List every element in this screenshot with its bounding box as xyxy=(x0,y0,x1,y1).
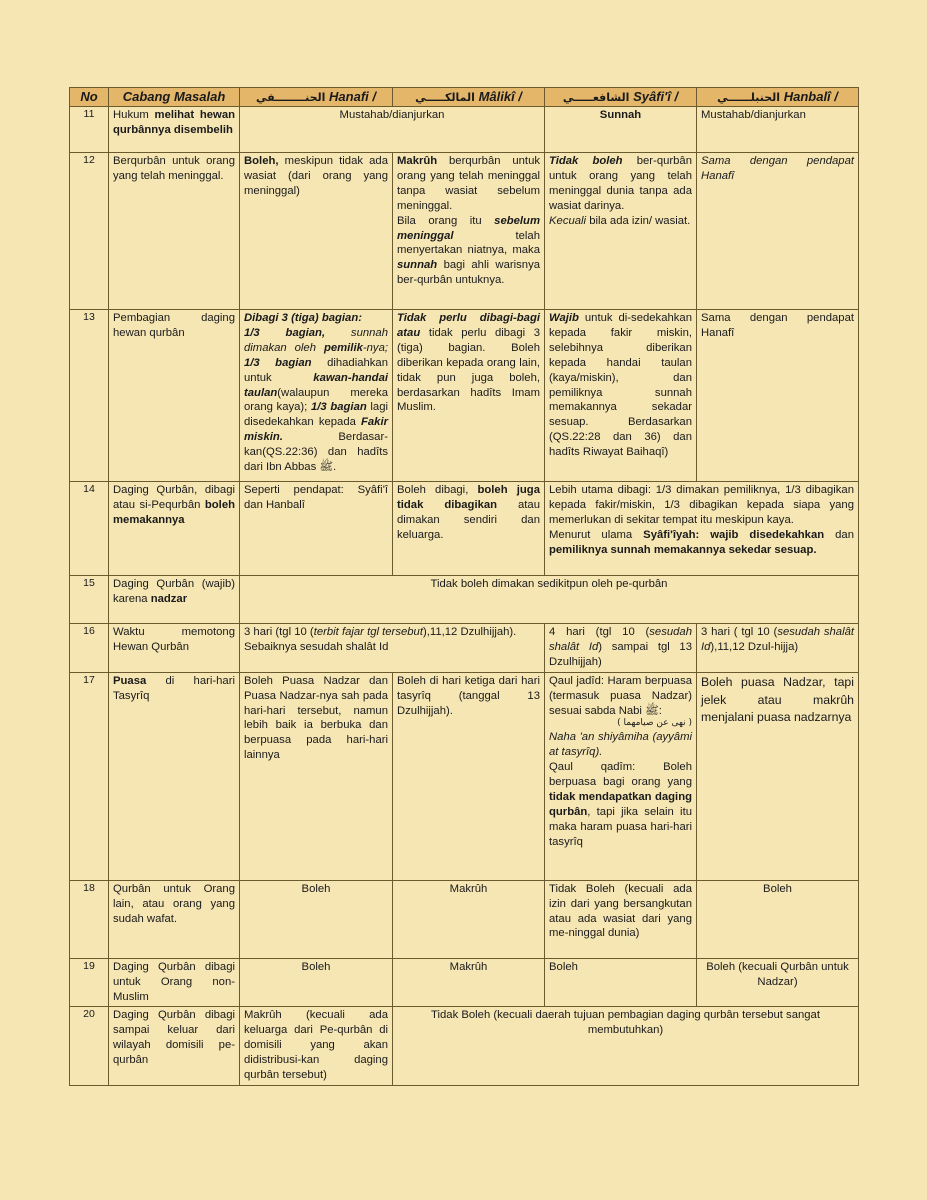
header-syafii-arabic: الشافعـــــي xyxy=(562,91,630,104)
hanafi-bold: Boleh, xyxy=(244,155,279,167)
topic-text: di hari-hari Tasyrîq xyxy=(113,674,235,702)
madhhab-comparison-table xyxy=(69,87,859,1086)
hanbali-italic: Sama dengan pendapat Hanafî xyxy=(701,155,854,182)
topic-bold: boleh memakannya xyxy=(113,498,235,526)
maliki-text: Boleh dibagi, xyxy=(397,484,478,496)
topic-cell xyxy=(109,672,240,880)
topic-cell: Qurbân untuk Orang lain, atau orang yang sudah wafat. xyxy=(109,880,240,958)
header-hanafi-arabic: الحنــــــــفي xyxy=(255,91,326,104)
row-number: 11 xyxy=(70,107,109,153)
maliki-paragraph xyxy=(397,154,540,214)
hanafi-cell: Seperti pendapat: Syâfi'î dan Hanbalî xyxy=(240,482,393,576)
header-syafii-latin: Syâfi'î / xyxy=(633,89,679,104)
maliki-cell: Boleh di hari ketiga dari hari tasyrîq (tanggal 13 Dzulhijjah). xyxy=(393,672,545,880)
maliki-text: bagi ahli warisnya ber-qurbân untuknya. xyxy=(397,259,540,287)
topic-cell: Waktu memotong Hewan Qurbân xyxy=(109,624,240,673)
hanafi-italic: sunnah xyxy=(325,326,388,339)
maliki-cell xyxy=(393,310,545,482)
hanafi-cell: Makrûh (kecuali ada keluarga dari Pe-qurbân di domisili yang akan didistribusi-kan daging qurbân tersebut) xyxy=(240,1007,393,1086)
syafii-text: ber-qurbân untuk orang yang telah meninggal dunia tanpa ada wasiat darinya. xyxy=(549,155,692,212)
maliki-text: atau dimakan sendiri dan keluarga. xyxy=(397,498,540,541)
hanafi-cell xyxy=(240,153,393,310)
topic-cell xyxy=(109,482,240,576)
hanafi-bold-italic: Fakir miskin. xyxy=(244,416,388,444)
hanbali-cell: Mustahab/dianjurkan xyxy=(697,107,859,153)
hanafi-bold-italic: kawan-handai taulan xyxy=(244,371,388,399)
syafii-text: bila ada izin/ wasiat. xyxy=(586,214,691,227)
row-number: 12 xyxy=(70,153,109,310)
arabic-hadith-text: ( نهى عن صيامهما ) xyxy=(617,718,692,729)
syafii-text: 4 hari (tgl 10 ( xyxy=(549,626,650,638)
header-maliki xyxy=(393,88,545,107)
maliki-bold-italic: Tidak perlu dibagi-bagi atau xyxy=(397,312,540,339)
hanafi-bold-italic: pemilik xyxy=(323,341,363,354)
topic-cell: Daging Qurbân dibagi sampai keluar dari wilayah domisili pe-qurbân xyxy=(109,1007,240,1086)
row-number: 20 xyxy=(70,1007,109,1086)
table-row xyxy=(70,1007,859,1086)
hanbali-cell: Sama dengan pendapat Hanafî xyxy=(697,310,859,482)
all-madhhab-cell: Tidak boleh dimakan sedikitpun oleh pe-qurbân xyxy=(240,576,859,624)
syafii-paragraph xyxy=(549,154,692,214)
syafii-hanbali-text: dan xyxy=(824,528,854,541)
syafii-text: untuk di-sedekahkan kepada fakir miskin, selebihnya diberikan kepada handai taulan (kaya/miskin), dan pemiliknya sunnah memakannya sekadar sesuap. Berdasarkan (QS.22:28 dan 36) dan hadîts Riwayat Baihaqî) xyxy=(549,312,692,459)
header-hanafi xyxy=(240,88,393,107)
table-row xyxy=(70,153,859,310)
maliki-text: berqurbân untuk orang yang telah meninggal tanpa wasiat sebelum meninggal. xyxy=(397,155,540,212)
header-maliki-arabic: المالكـــــي xyxy=(415,91,475,104)
syafii-text: , tapi jika selain itu maka haram puasa hari-hari tasyrîq xyxy=(549,805,692,848)
hanbali-cell: Boleh (kecuali Qurbân untuk Nadzar) xyxy=(697,958,859,1007)
hanafi-maliki-italic: terbit fajar tgl tersebut xyxy=(313,626,423,638)
hanafi-maliki-cell: Mustahab/dianjurkan xyxy=(240,107,545,153)
syafii-text: Sunnah xyxy=(599,109,642,121)
hanbali-text: ),11,12 Dzul-hijja) xyxy=(710,640,799,653)
syafii-paragraph: Qaul jadîd: Haram berpuasa (termasuk puasa Nadzar) sesuai sabda Nabi ﷺ: xyxy=(549,674,692,717)
maliki-bold-italic: sebelum meninggal xyxy=(397,214,540,242)
syafii-bold-italic: Wajib xyxy=(549,312,579,324)
table-row xyxy=(70,310,859,482)
syafii-hanbali-paragraph: Lebih utama dibagi: 1/3 dimakan pemiliknya, 1/3 dibagikan kepada fakir/miskin, 1/3 dibagikan kepada siapa yang memerlukan di sekitar tempat itu meskipun kaya. xyxy=(549,484,854,526)
maliki-cell xyxy=(393,482,545,576)
topic-cell xyxy=(109,576,240,624)
header-hanbali-arabic: الحنبلــــــي xyxy=(717,91,781,104)
syafii-cell xyxy=(545,107,697,153)
topic-text: Hukum xyxy=(113,109,155,121)
hanbali-cell: Boleh puasa Nadzar, tapi jelek atau makrûh menjalani puasa nadzarnya xyxy=(697,672,859,880)
syafii-paragraph xyxy=(549,760,692,849)
syafii-hanbali-bold: Syâfi'îyah: wajib disedekahkan xyxy=(643,528,825,541)
syafii-bold-italic: Tidak boleh xyxy=(549,155,623,167)
syafii-cell xyxy=(545,310,697,482)
maliki-text: Bila orang itu xyxy=(397,214,495,227)
topic-text: Daging Qurbân, dibagi atau si-Pequrbân xyxy=(113,484,235,511)
maliki-bold-italic: sunnah xyxy=(397,259,438,272)
maliki-paragraph xyxy=(397,214,540,289)
row-number: 16 xyxy=(70,624,109,673)
hanafi-cell: Boleh xyxy=(240,958,393,1007)
syafii-bold: tidak mendapatkan daging qurbân xyxy=(549,790,692,818)
syafii-cell xyxy=(545,672,697,880)
row-number: 19 xyxy=(70,958,109,1007)
maliki-cell: Makrûh xyxy=(393,958,545,1007)
hanbali-cell xyxy=(697,624,859,673)
syafii-hanbali-bold: pemiliknya sunnah memakannya sekedar sesuap. xyxy=(549,543,817,556)
header-hanbali-latin: Hanbalî / xyxy=(783,89,838,104)
header-hanbali xyxy=(697,88,859,107)
maliki-text: telah menyertakan niatnya, maka xyxy=(397,229,540,257)
header-no: No xyxy=(70,88,109,107)
table-row xyxy=(70,958,859,1007)
maliki-text: tidak perlu dibagi 3 (tiga) bagian. Boleh diberikan kepada orang lain, tidak pun juga boleh, berdasarkan hadîts Imam Muslim. xyxy=(397,326,540,414)
maliki-cell xyxy=(393,153,545,310)
topic-bold: Puasa xyxy=(113,674,147,687)
hanafi-maliki-text: 3 hari (tgl 10 ( xyxy=(244,626,314,638)
hanafi-bold-italic: 1/3 bagian, xyxy=(244,326,326,339)
hanafi-italic: dimakan oleh xyxy=(244,341,324,354)
syafii-cell: Tidak Boleh (kecuali ada izin dari yang bersangkutan atau ada wasiat dari yang me-ninggal dunia) xyxy=(545,880,697,958)
syafii-italic: Kecuali xyxy=(549,214,587,227)
syafii-hanbali-cell xyxy=(545,482,859,576)
maliki-syafii-hanbali-cell: Tidak Boleh (kecuali daerah tujuan pembagian daging qurbân tersebut sangat membutuhkan) xyxy=(393,1007,859,1086)
syafii-cell xyxy=(545,153,697,310)
topic-bold: melihat hewan qurbânnya disembelih xyxy=(113,109,236,136)
table-row xyxy=(70,624,859,673)
syafii-text: ) sampai tgl 13 Dzulhijjah) xyxy=(549,640,692,668)
maliki-bold: Makrûh xyxy=(397,155,438,167)
hanafi-bold-italic: Dibagi 3 (tiga) bagian: xyxy=(244,312,362,324)
row-number: 17 xyxy=(70,672,109,880)
syafii-text: Qaul qadîm: Boleh berpuasa bagi orang yang xyxy=(549,761,692,789)
topic-text: Daging Qurbân (wajib) karena xyxy=(113,578,235,605)
row-number: 13 xyxy=(70,310,109,482)
hanafi-maliki-cell xyxy=(240,624,545,673)
syafii-paragraph xyxy=(549,214,692,229)
syafii-paragraph xyxy=(549,730,692,760)
table-row xyxy=(70,672,859,880)
syafii-italic: sesudah shalât Id xyxy=(549,626,692,653)
hanbali-italic: sesudah shalât Id xyxy=(701,626,854,653)
syafii-italic: Naha 'an shiyâmiha (ayyâmi at tasyrîq). xyxy=(549,731,692,759)
header-syafii xyxy=(545,88,697,107)
hanafi-bold-italic: 1/3 bagian xyxy=(244,356,312,369)
table-row xyxy=(70,482,859,576)
syafii-hanbali-paragraph xyxy=(549,528,854,558)
table-row xyxy=(70,880,859,958)
header-hanafi-latin: Hanafi / xyxy=(329,89,377,104)
hanafi-maliki-text: ),11,12 Dzulhijjah). Sebaiknya sesudah shalât Id xyxy=(244,626,517,653)
table-row xyxy=(70,107,859,153)
topic-cell: Pembagian daging hewan qurbân xyxy=(109,310,240,482)
topic-cell: Daging Qurbân dibagi untuk Orang non-Muslim xyxy=(109,958,240,1007)
hanafi-cell: Boleh Puasa Nadzar dan Puasa Nadzar-nya sah pada hari-hari tersebut, namun lebih baik ia berbuka dan berpuasa pada hari-hari lainnya xyxy=(240,672,393,880)
hanbali-text: 3 hari ( tgl 10 ( xyxy=(701,626,778,638)
hanafi-text: dihadiahkan untuk xyxy=(244,356,388,384)
table-row xyxy=(70,576,859,624)
syafii-cell xyxy=(545,624,697,673)
row-number: 15 xyxy=(70,576,109,624)
hanafi-cell xyxy=(240,310,393,482)
topic-cell xyxy=(109,107,240,153)
maliki-cell: Makrûh xyxy=(393,880,545,958)
hanafi-text: (walaupun mereka orang kaya); xyxy=(244,386,388,414)
hanafi-italic: -nya; xyxy=(362,341,388,354)
topic-bold: nadzar xyxy=(150,592,188,605)
hanafi-text: meskipun tidak ada wasiat (dari orang yang meninggal) xyxy=(244,155,388,197)
topic-cell: Berqurbân untuk orang yang telah meninggal. xyxy=(109,153,240,310)
maliki-bold: boleh juga tidak dibagikan xyxy=(397,484,540,511)
syafii-cell: Boleh xyxy=(545,958,697,1007)
header-maliki-latin: Mâlikî / xyxy=(478,89,522,104)
hanafi-cell: Boleh xyxy=(240,880,393,958)
header-cabang-masalah: Cabang Masalah xyxy=(109,88,240,107)
hanafi-bold-italic: 1/3 bagian xyxy=(310,401,367,414)
hanbali-cell xyxy=(697,153,859,310)
hanafi-text: Berdasar-kan(QS.22:36) dan hadîts dari Ibn Abbas ﷺ. xyxy=(244,431,388,474)
hanafi-text: lagi disedekahkan kepada xyxy=(244,401,389,429)
row-number: 18 xyxy=(70,880,109,958)
table-header-row xyxy=(70,88,859,107)
hanbali-cell: Boleh xyxy=(697,880,859,958)
row-number: 14 xyxy=(70,482,109,576)
syafii-hanbali-text: Menurut ulama xyxy=(549,528,644,541)
